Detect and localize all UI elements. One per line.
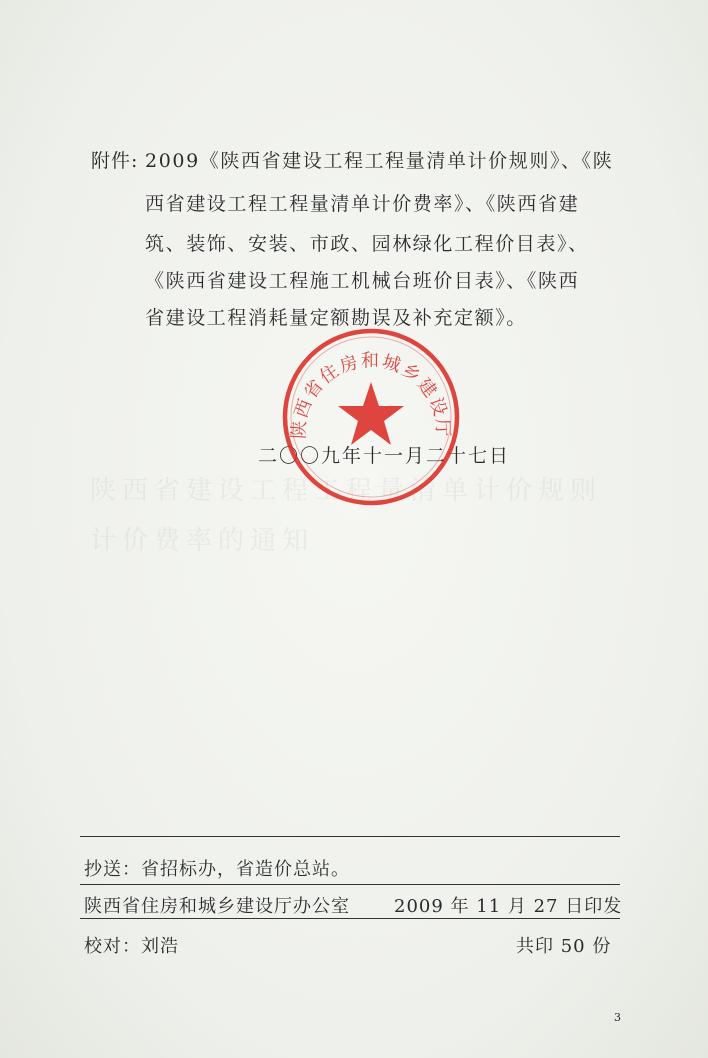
attachment-line: 2009《陕西省建设工程工程量清单计价规则》、《陕	[145, 150, 614, 172]
attachment-line: 省建设工程消耗量定额勘误及补充定额》。	[145, 307, 527, 329]
copies-count: 共印 50 份	[516, 936, 612, 957]
bleed-through: 计价费率的通知	[90, 526, 315, 556]
attachment-label: 附件:	[91, 150, 139, 172]
footer-top-rule	[80, 836, 620, 837]
attachment-line: 《陕西省建设工程施工机械台班价目表》、《陕西	[145, 270, 580, 292]
attachment-line: 西省建设工程工程量清单计价费率》、《陕西省建	[145, 193, 580, 215]
proofreader: 校对：刘浩	[84, 936, 179, 957]
issuer: 陕西省住房和城乡建设厅办公室	[84, 896, 350, 917]
star-icon	[338, 382, 404, 445]
footer-bottom-rule	[80, 918, 620, 919]
footer-middle-rule	[80, 884, 620, 885]
issue-date: 二〇〇九年十一月二十七日	[258, 445, 511, 467]
seal-text: 陕西省住房和城乡建设厅	[288, 350, 454, 440]
official-seal	[280, 326, 462, 508]
attachment-line: 筑、装饰、安装、市政、园林绿化工程价目表》、	[145, 233, 589, 255]
cc-line: 抄送：省招标办，省造价总站。	[84, 859, 350, 880]
bleed-through: 陕西省建设工程工程量清单计价规则	[90, 476, 603, 506]
issue-info: 2009 年 11 月 27 日印发	[394, 896, 623, 917]
page-number: 3	[614, 1011, 621, 1024]
